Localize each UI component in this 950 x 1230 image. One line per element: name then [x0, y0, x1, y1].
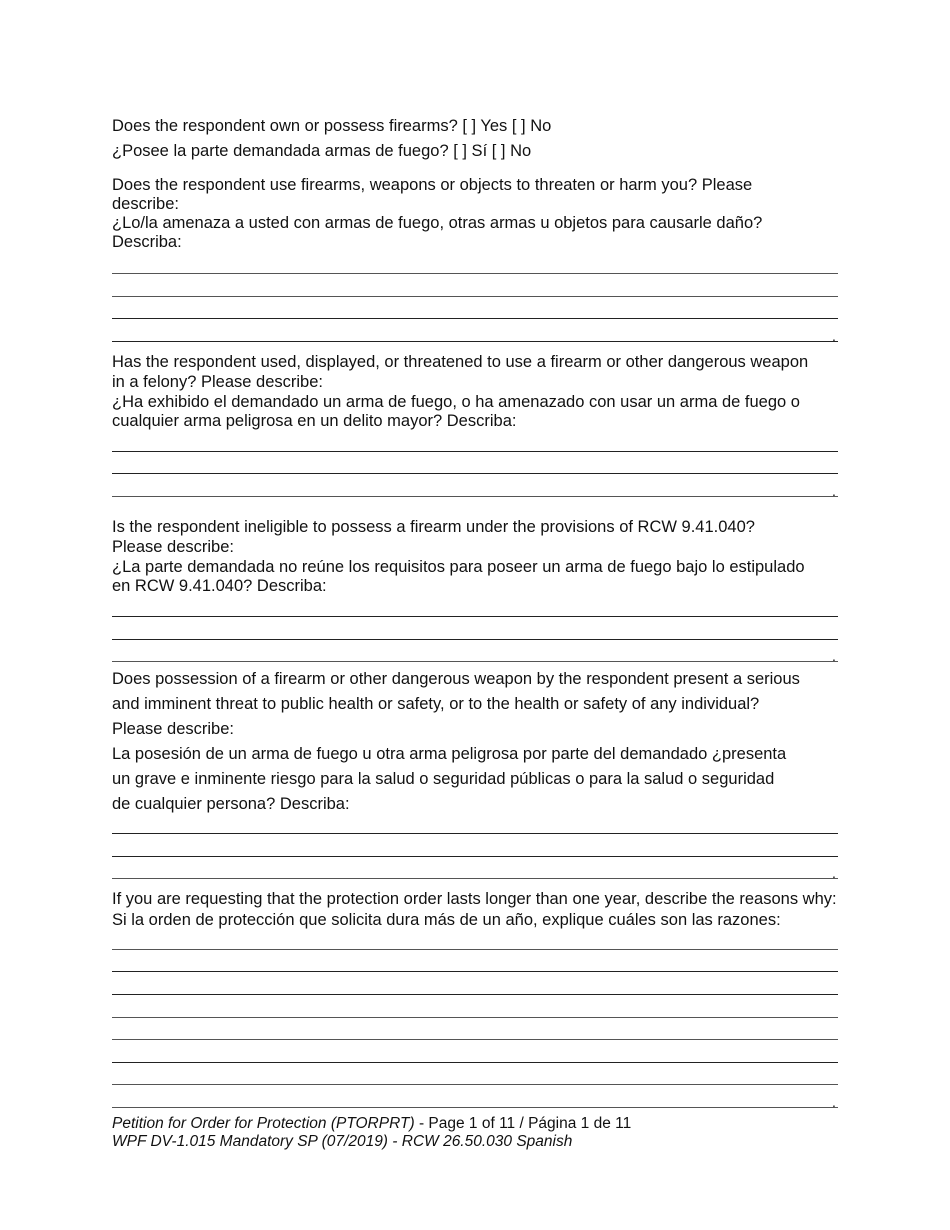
answer-line[interactable] [112, 318, 838, 319]
threaten-question-es-2: Describa: [112, 233, 182, 251]
ineligible-question-en-2: Please describe: [112, 538, 234, 556]
firearms-question-es: ¿Posee la parte demandada armas de fuego? [ ] Sí [ ] No [112, 142, 532, 160]
answer-line[interactable] [112, 833, 838, 834]
answer-line[interactable] [112, 296, 838, 297]
line-end-mark: . [832, 648, 836, 664]
answer-line[interactable] [112, 1039, 838, 1040]
threat-question-es-2: un grave e inminente riesgo para la salud o seguridad públicas o para la salud o seguridad [112, 770, 775, 788]
line-end-mark: . [832, 328, 836, 344]
answer-line[interactable] [112, 1084, 838, 1085]
threat-question-en-3: Please describe: [112, 720, 234, 738]
line-end-mark: . [832, 483, 836, 499]
answer-line[interactable] [112, 496, 838, 497]
line-end-mark: . [832, 865, 836, 881]
footer-form-id: WPF DV-1.015 Mandatory SP (07/2019) - RCW 26.50.030 Spanish [112, 1133, 573, 1150]
threaten-question-en-1: Does the respondent use firearms, weapons or objects to threaten or harm you? Please [112, 176, 753, 194]
answer-line[interactable] [112, 616, 838, 617]
threat-question-es-1: La posesión de un arma de fuego u otra arma peligrosa por parte del demandado ¿presenta [112, 745, 787, 763]
answer-line[interactable] [112, 473, 838, 474]
threat-question-en-1: Does possession of a firearm or other dangerous weapon by the respondent present a serious [112, 670, 800, 688]
answer-line[interactable] [112, 949, 838, 950]
felony-question-es-1: ¿Ha exhibido el demandado un arma de fuego, o ha amenazado con usar un arma de fuego o [112, 393, 800, 411]
answer-line[interactable] [112, 639, 838, 640]
duration-question-es: Si la orden de protección que solicita dura más de un año, explique cuáles son las razones: [112, 911, 781, 929]
footer-line-1 [112, 1115, 631, 1133]
answer-line[interactable] [112, 994, 838, 995]
felony-question-en-2: in a felony? Please describe: [112, 373, 323, 391]
answer-line[interactable] [112, 273, 838, 274]
felony-question-es-2: cualquier arma peligrosa en un delito mayor? Describa: [112, 412, 517, 430]
answer-line[interactable] [112, 661, 838, 662]
answer-line[interactable] [112, 1017, 838, 1018]
threat-question-es-3: de cualquier persona? Describa: [112, 795, 350, 813]
ineligible-question-en-1: Is the respondent ineligible to possess a firearm under the provisions of RCW 9.41.040? [112, 518, 755, 536]
answer-line[interactable] [112, 856, 838, 857]
answer-line[interactable] [112, 878, 838, 879]
answer-line[interactable] [112, 341, 838, 342]
footer-page-info: - Page 1 of 11 / Página 1 de 11 [414, 1115, 632, 1132]
ineligible-question-es-1: ¿La parte demandada no reúne los requisitos para poseer un arma de fuego bajo lo estipulado [112, 558, 805, 576]
threaten-question-en-2: describe: [112, 195, 179, 213]
duration-question-en: If you are requesting that the protection order lasts longer than one year, describe the reasons why: [112, 890, 837, 908]
answer-line[interactable] [112, 971, 838, 972]
answer-line[interactable] [112, 1062, 838, 1063]
answer-line[interactable] [112, 1107, 838, 1108]
ineligible-question-es-2: en RCW 9.41.040? Describa: [112, 577, 327, 595]
threat-question-en-2: and imminent threat to public health or safety, or to the health or safety of any individual? [112, 695, 760, 713]
footer-form-title: Petition for Order for Protection (PTORPRT) [112, 1115, 415, 1132]
firearms-question-en: Does the respondent own or possess firearms? [ ] Yes [ ] No [112, 117, 552, 135]
footer-line-2 [112, 1133, 572, 1151]
answer-line[interactable] [112, 451, 838, 452]
line-end-mark: . [832, 1094, 836, 1110]
threaten-question-es-1: ¿Lo/la amenaza a usted con armas de fuego, otras armas u objetos para causarle daño? [112, 214, 763, 232]
felony-question-en-1: Has the respondent used, displayed, or threatened to use a firearm or other dangerous weapon [112, 353, 809, 371]
